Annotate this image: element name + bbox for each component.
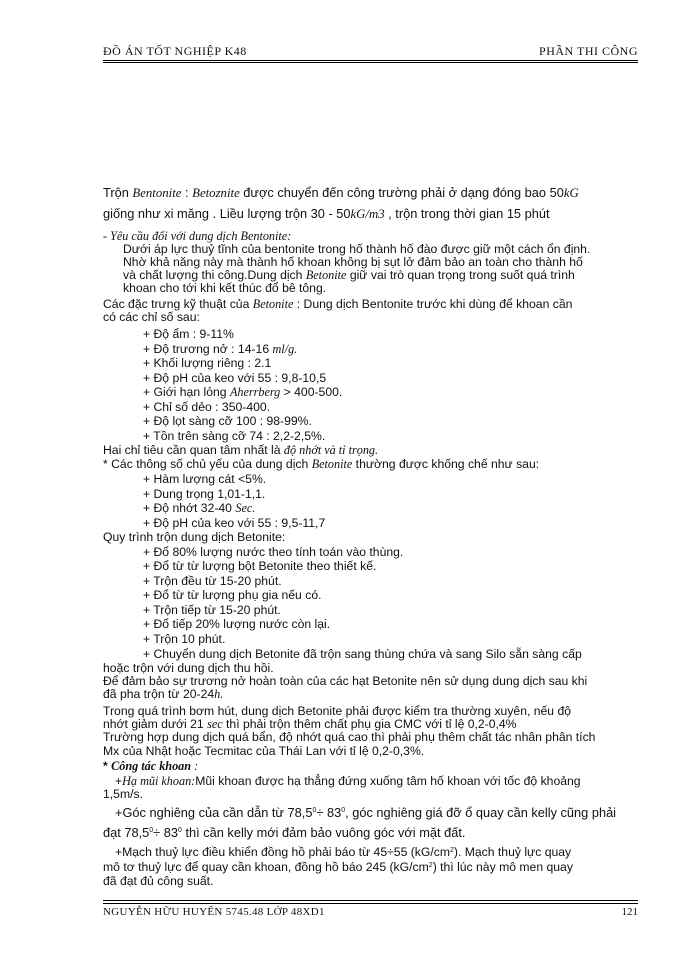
requirements-line-2: Nhờ khả năng này mà thành hố khoan không bị sụt lở đảm bảo an toàn cho thành hố xyxy=(123,255,583,269)
requirements-line-4: khoan cho tới khi kết thúc đổ bê tông. xyxy=(123,281,327,295)
header-section: PHẦN THI CÔNG xyxy=(539,44,638,58)
procedure-step: + Chuyển dung dịch Betonite đã trộn sang thùng chứa và sang Silo sẵn sàng cấp xyxy=(143,647,582,661)
intro-line-1: Trộn Bentonite : Betoznite được chuyển đến công trường phải ở dạng đóng bao 50kG xyxy=(103,185,579,200)
specs-intro-line-1: Các đặc trưng kỹ thuật của Betonite : Dung dịch Bentonite trước khi dùng để khoan cần xyxy=(103,297,573,311)
pump-line-4: Mx của Nhật hoặc Tecmitac của Thái Lan với tỉ lệ 0,2-0,3%. xyxy=(103,744,425,758)
footer-rule-2 xyxy=(103,903,638,904)
hydraulic-line-2: mô tơ thuỷ lực để quay cần khoan, đồng hồ báo 245 $(kG/cm^2)$ thì lúc này mô men quay xyxy=(103,860,573,874)
header-title: ĐỒ ÁN TỐT NGHIỆP K48 xyxy=(103,44,247,58)
drilling-line-1: +Hạ mũi khoan:Mũi khoan được hạ thẳng đứng xuống tâm hố khoan với tốc độ khoảng xyxy=(115,774,581,788)
param-item: + Độ pH của keo với 55 : 9,5-11,7 xyxy=(143,516,326,530)
procedure-step: + Đổ từ từ lượng bột Betonite theo thiết kế. xyxy=(143,559,377,573)
page-footer xyxy=(103,906,638,922)
intro-line-2: giống như xi măng . Liều lượng trộn 30 - 50kG/m3 , trộn trong thời gian 15 phút xyxy=(103,206,550,221)
pump-line-1: Trong quá trình bơm hút, dung dịch Betonite phải được kiểm tra thường xuyên, nếu độ xyxy=(103,704,572,718)
pump-line-3: Trường hợp dung dịch quá bẩn, độ nhớt quá cao thì phải phụ thêm chất tác nhân phân tích xyxy=(103,730,596,744)
procedure-step: + Trộn đều từ 15-20 phút. xyxy=(143,574,282,588)
spec-item: + Độ lọt sàng cỡ 100 : 98-99%. xyxy=(143,414,312,428)
page-header xyxy=(103,42,638,61)
procedure-step: + Trộn tiếp từ 15-20 phút. xyxy=(143,603,281,617)
page-number: 121 xyxy=(621,906,638,918)
spec-item: + Độ ẩm : 9-11% xyxy=(143,327,234,341)
requirements-line-3: và chất lượng thi công.Dung dịch Betonite giữ vai trò quan trọng trong suốt quá trình xyxy=(123,268,575,282)
hydraulic-line-3: đã đạt đủ công suất. xyxy=(103,874,214,888)
footer-author: NGUYỄN HỮU HUYẾN 5745.48 LỚP 48XD1 xyxy=(103,906,325,918)
spec-item: + Giới hạn lỏng Aherrberg > 400-500. xyxy=(143,385,343,399)
spec-item: + Độ pH của keo với 55 : 9,8-10,5 xyxy=(143,371,327,385)
params-title: * Các thông số chủ yếu của dung dịch Betonite thường được khống chế như sau: xyxy=(103,457,540,471)
spec-item: + Độ trương nở : 14-16 ml/g. xyxy=(143,342,298,356)
ensure-line-2: đã pha trộn từ 20-24h. xyxy=(103,687,224,701)
param-item: + Dung trọng 1,01-1,1. xyxy=(143,487,266,501)
spec-item: + Khối lượng riêng : 2.1 xyxy=(143,356,272,370)
pump-line-2: nhớt giảm dưới 21 sec thì phải trộn thêm chất phụ gia CMC với tỉ lệ 0,2-0,4% xyxy=(103,717,517,731)
procedure-step: + Trộn 10 phút. xyxy=(143,632,226,646)
two-indicators: Hai chỉ tiêu cần quan tâm nhất là độ nhớt và tỉ trọng. xyxy=(103,443,379,457)
requirements-title: - Yêu cầu đối với dung dịch Bentonite: xyxy=(103,229,292,243)
drilling-angle-line-2: đạt $78,5^0\div 83^0$ thì cần kelly mới đảm bảo vuông góc với mặt đất. xyxy=(103,825,466,840)
specs-intro-line-2: có các chỉ số sau: xyxy=(103,310,200,324)
footer-rule xyxy=(103,900,638,901)
param-item: + Độ nhớt 32-40 Sec. xyxy=(143,501,256,515)
hydraulic-line-1: +Mạch thuỷ lực điều khiển đồng hồ phải báo từ 45÷55 $(kG/cm^2)$. Mạch thuỷ lực quay xyxy=(115,845,572,859)
spec-item: + Chỉ số dẻo : 350-400. xyxy=(143,400,271,414)
procedure-step: + Đổ 80% lượng nước theo tính toán vào thùng. xyxy=(143,545,404,559)
procedure-step: + Đổ tiếp 20% lượng nước còn lại. xyxy=(143,617,331,631)
ensure-line-1: Để đảm bảo sự trương nở hoàn toàn của các hạt Betonite nên sử dụng dung dịch sau khi xyxy=(103,674,588,688)
param-item: + Hàm lượng cát <5%. xyxy=(143,472,267,486)
procedure-step: + Đổ từ từ lượng phụ gia nếu có. xyxy=(143,588,322,602)
drilling-angle-line-1: +Góc nghiêng của cần dẫn từ $78,5^0\div 83^0$, góc nghiêng giá đỡ ổ quay cần kelly cũng phải xyxy=(115,805,617,820)
header-rule xyxy=(103,62,638,63)
spec-item: + Tồn trên sàng cỡ 74 : 2,2-2,5%. xyxy=(143,429,326,443)
procedure-step-continued: hoặc trộn với dung dịch thu hồi. xyxy=(103,661,274,675)
procedure-title: Quy trình trộn dung dịch Betonite: xyxy=(103,530,286,544)
requirements-line-1: Dưới áp lực thuỷ tĩnh của bentonite trong hố thành hố đào được giữ một cách ổn định. xyxy=(123,242,591,256)
drilling-line-2: 1,5m/s. xyxy=(103,787,143,801)
drilling-title: * Công tác khoan : xyxy=(103,759,199,773)
